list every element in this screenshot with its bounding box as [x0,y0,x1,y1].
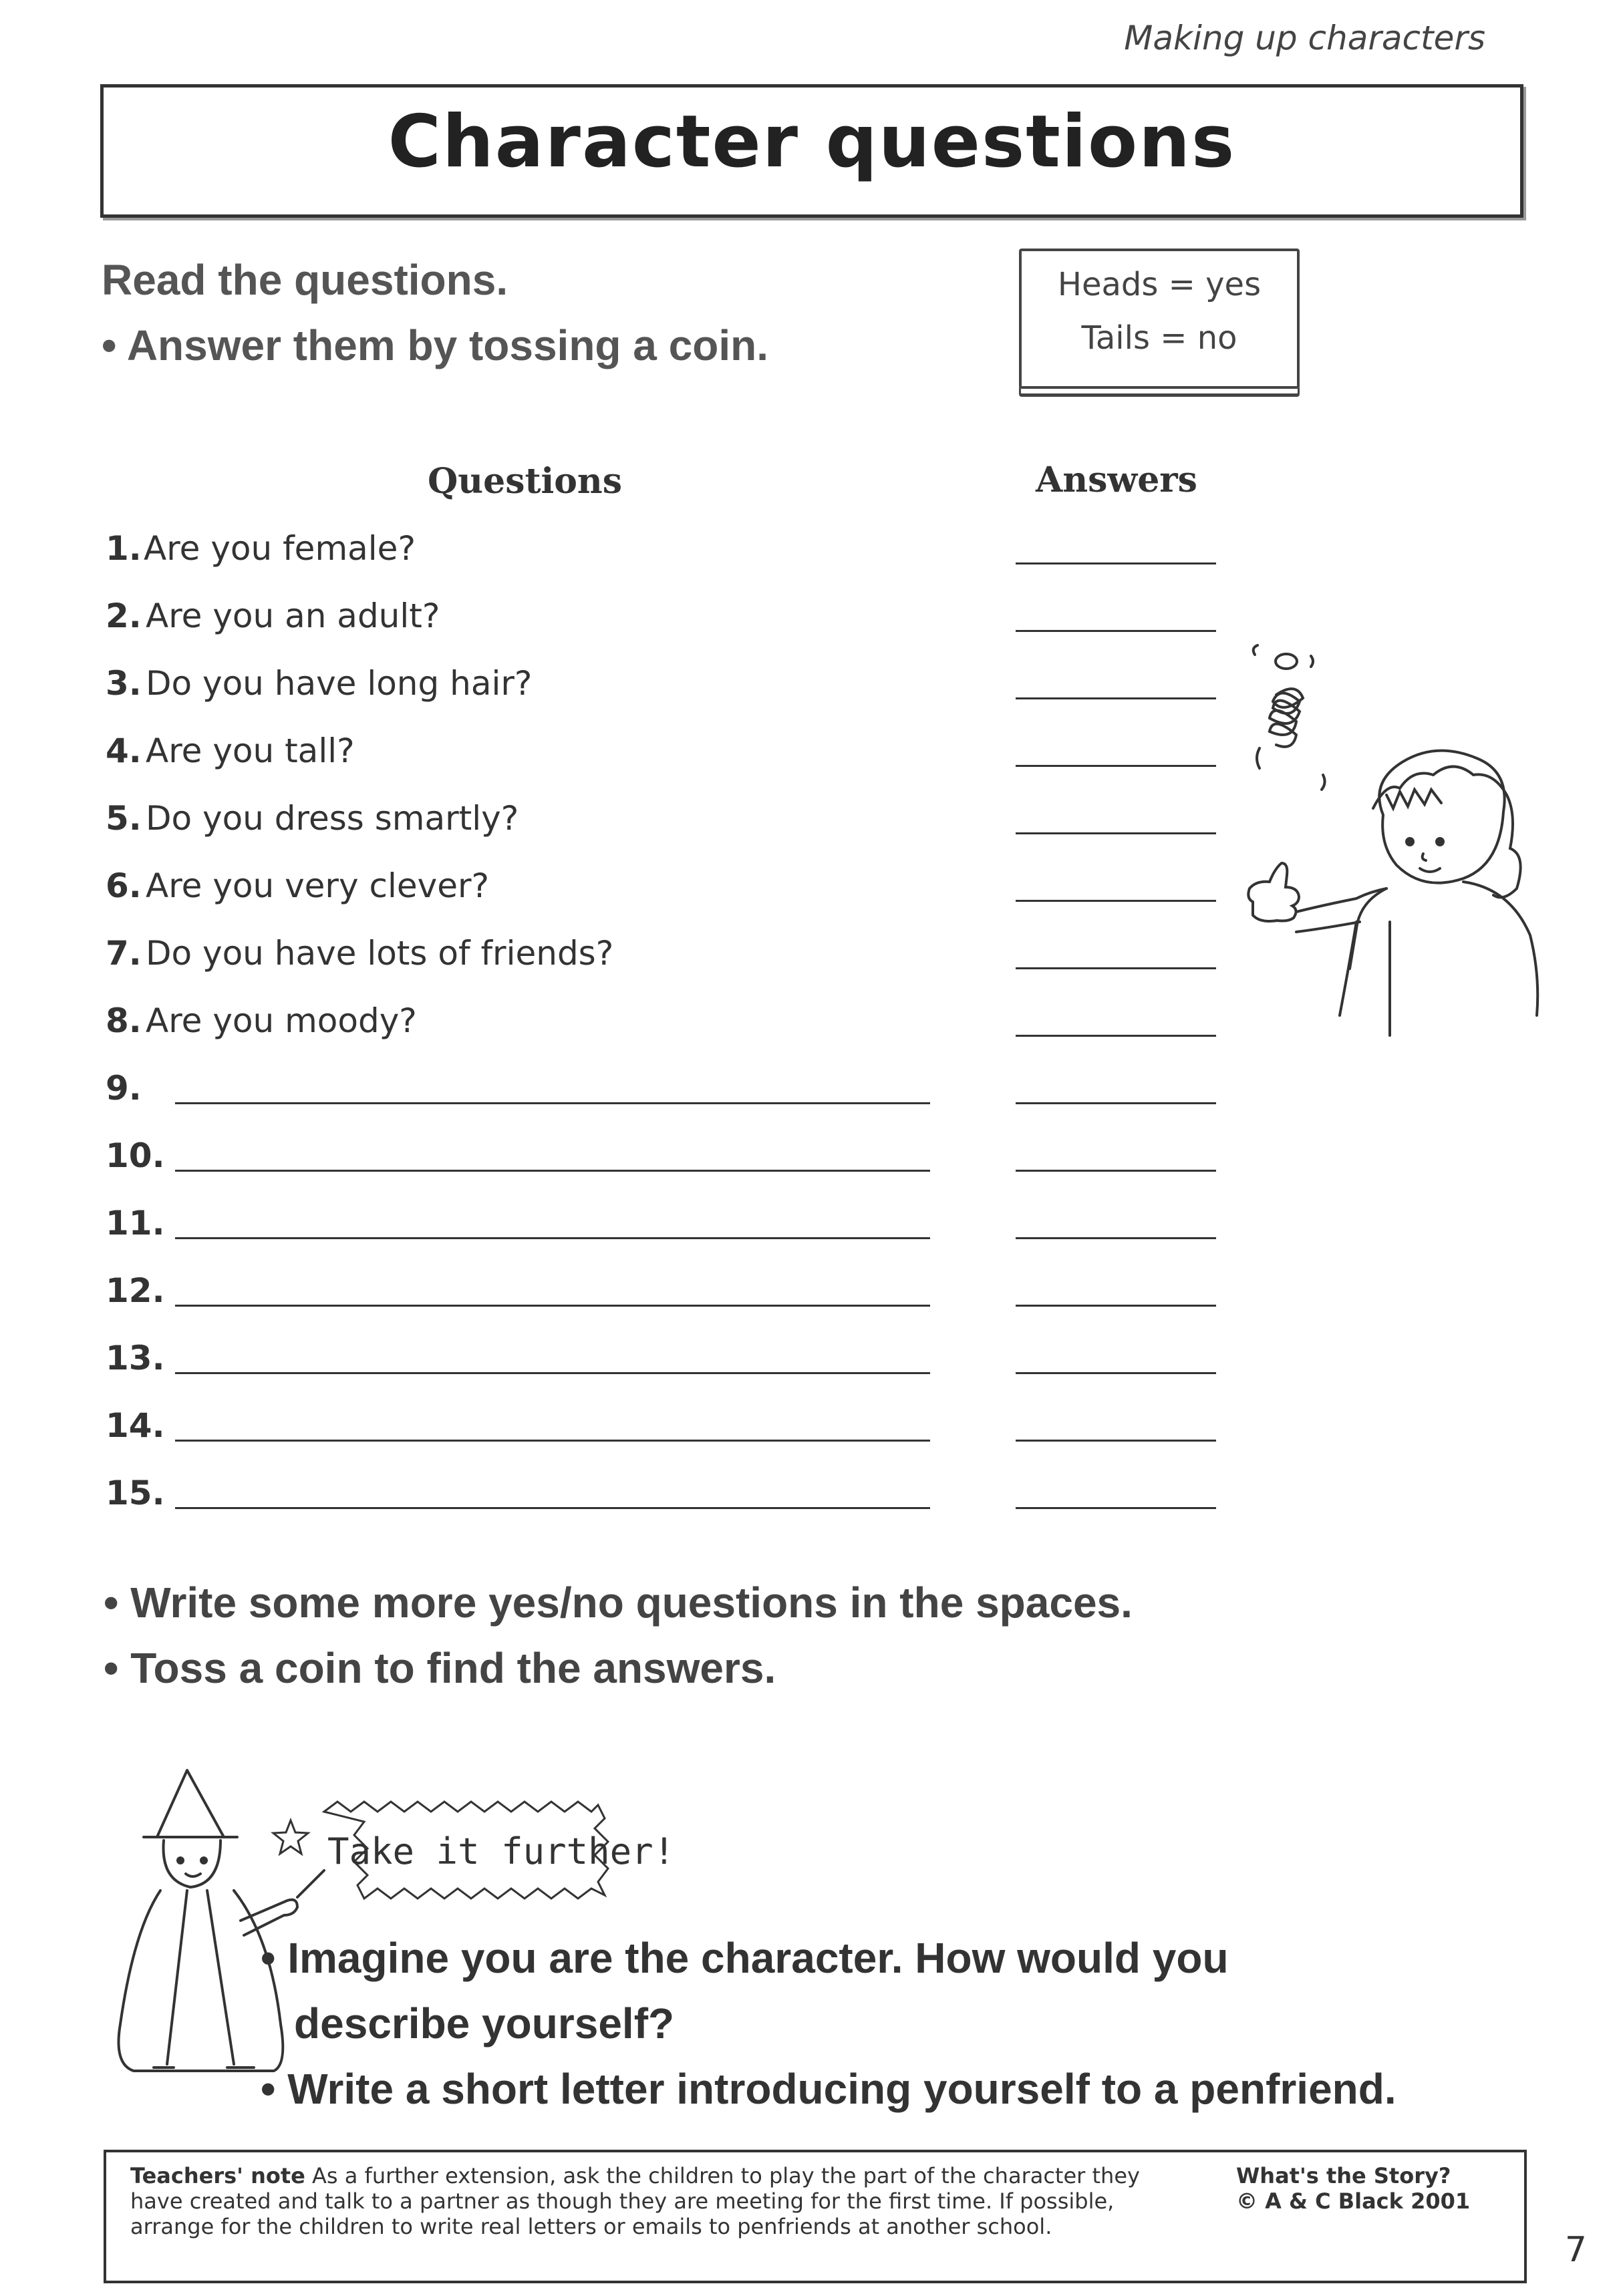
instruction-toss: • Toss a coin to find the answers. [104,1644,776,1692]
answer-line[interactable] [1016,765,1216,767]
question-write-line[interactable] [175,1440,930,1442]
answer-line[interactable] [1016,630,1216,632]
answers-header: Answers [1036,460,1197,500]
answer-line[interactable] [1016,1035,1216,1037]
question-text: Do you have long hair? [146,664,533,703]
teachers-note-label: Teachers' note [130,2163,305,2188]
question-number: 1. [106,529,142,568]
answer-line[interactable] [1016,1102,1216,1104]
question-number: 9. [106,1069,142,1108]
question-number: 3. [106,664,142,703]
question-number: 10. [106,1136,165,1175]
coin-tails: Tails = no [1081,319,1237,357]
question-number: 13. [106,1339,165,1377]
copyright: © A & C Black 2001 [1236,2188,1471,2214]
wand-hand-icon [241,1900,297,1935]
answer-line[interactable] [1016,900,1216,902]
section-label: Making up characters [1124,19,1485,57]
question-write-line[interactable] [175,1305,930,1307]
teachers-note-line-1: As a further extension, ask the children to play the part of the character they [312,2163,1140,2188]
page-title: Character questions [388,100,1236,184]
answer-line[interactable] [1016,832,1216,834]
question-write-line[interactable] [175,1372,930,1374]
question-text: Are you tall? [146,731,355,770]
answer-line[interactable] [1016,1170,1216,1172]
answer-line[interactable] [1016,1305,1216,1307]
answer-line[interactable] [1016,1237,1216,1239]
extension-bullet-2: • Write a short letter introducing yourself to a penfriend. [261,2065,1396,2113]
answer-line[interactable] [1016,1507,1216,1509]
answer-line[interactable] [1016,1372,1216,1374]
instruction-write-more: • Write some more yes/no questions in the spaces. [104,1579,1133,1627]
question-text: Do you have lots of friends? [146,934,614,973]
answer-line[interactable] [1016,562,1216,564]
teachers-note-line-2: have created and talk to a partner as though they are meeting for the first time. If possible, [130,2188,1115,2214]
wizard-hat-icon [157,1770,224,1837]
question-text: Are you an adult? [146,597,440,635]
question-number: 14. [106,1406,165,1445]
book-title: What's the Story? [1236,2163,1451,2188]
question-write-line[interactable] [175,1170,930,1172]
question-write-line[interactable] [175,1507,930,1509]
question-write-line[interactable] [175,1237,930,1239]
thumbs-up-hand-icon [1248,863,1299,921]
question-number: 8. [106,1001,142,1040]
answer-line[interactable] [1016,1440,1216,1442]
take-further-label: Take it further! [327,1830,676,1872]
question-number: 7. [106,934,142,973]
question-number: 4. [106,731,142,770]
answer-line[interactable] [1016,697,1216,699]
question-write-line[interactable] [175,1102,930,1104]
girl-illustration [1229,641,1550,1055]
coin-icon [1276,654,1297,669]
coin-heads: Heads = yes [1057,266,1262,303]
extension-bullet-1: • Imagine you are the character. How would you [261,1934,1229,1982]
question-number: 11. [106,1204,165,1243]
question-number: 6. [106,866,142,905]
answer-line[interactable] [1016,967,1216,969]
page-number: 7 [1564,2230,1587,2270]
question-number: 15. [106,1474,165,1512]
spring-icon [1270,689,1303,747]
question-number: 12. [106,1271,165,1310]
extension-bullet-1-cont: describe yourself? [294,1999,675,2047]
question-text: Are you female? [144,529,416,568]
question-number: 5. [106,799,142,838]
question-text: Are you very clever? [146,866,490,905]
instruction-answer: • Answer them by tossing a coin. [102,321,768,369]
questions-header: Questions [428,461,623,502]
question-number: 2. [106,597,142,635]
teachers-note-line-3: arrange for the children to write real letters or emails to penfriends at another school. [130,2214,1052,2239]
question-text: Are you moody? [146,1001,417,1040]
instruction-read: Read the questions. [102,256,508,304]
question-text: Do you dress smartly? [146,799,519,838]
